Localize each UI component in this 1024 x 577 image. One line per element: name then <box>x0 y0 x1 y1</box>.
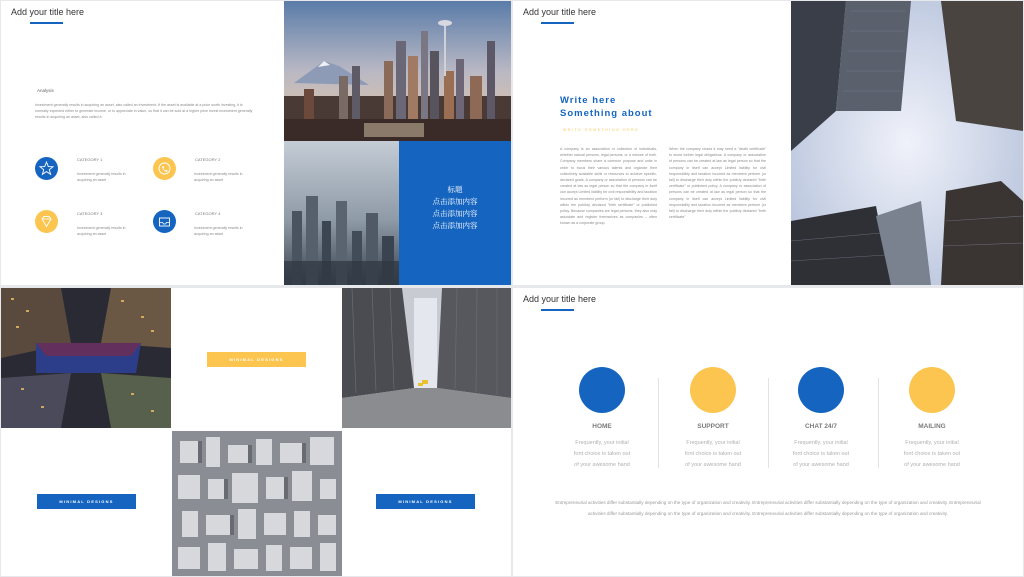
category-4-desc: Investment generally results in acquiring an asset <box>194 226 243 237</box>
mailing-desc-3: of your awesome hand <box>904 462 960 468</box>
aerial-night-city-photo <box>1 288 171 428</box>
slide-minimal-designs <box>1 288 511 576</box>
panel-line-2: 点击添加内容 <box>432 209 478 218</box>
minimal-designs-tag-blue-left: MINIMAL DESIGNS <box>37 494 136 509</box>
category-1-label: CATEGORY 1 <box>77 157 103 162</box>
star-icon <box>35 157 58 180</box>
mailing-circle <box>909 367 955 413</box>
category-2-desc: Investment generally results in acquiring an asset <box>194 172 243 183</box>
divider-3 <box>878 378 879 468</box>
diamond-icon <box>35 210 58 233</box>
minimal-designs-tag-yellow: MINIMAL DESIGNS <box>207 352 306 367</box>
chat-desc-3: of your awesome hand <box>793 462 849 468</box>
inbox-icon <box>153 210 176 233</box>
home-desc-3: of your awesome hand <box>574 462 630 468</box>
category-3-desc: Investment generally results in acquiring an asset <box>77 226 126 237</box>
footer-text: Entrepreneurial activities differ substantially depending on the type of organization and creativity. Entrepreneurial activities differ substantially depending on the type of organization and creativity. Entrepreneurial activities differ substantially depending on the type of organization and creativity. Entrepreneurial activities differ substantially depending on the type of organization and creativity. <box>555 500 981 516</box>
foggy-city-photo <box>284 141 399 285</box>
slide-title: Add your title here <box>523 294 597 304</box>
panel-title: 标题 <box>447 185 463 194</box>
category-3-label: CATEGORY 3 <box>77 211 103 216</box>
title-underline <box>30 22 63 24</box>
phone-icon <box>153 157 176 180</box>
category-2-circle <box>153 157 176 180</box>
body-column-1: A company is an association or collection of individuals, whether natural persons, legal persons, or a mixture of both. Company members share a common purpose and unite in order to focus their various talents and organize their collectively available skills or resources to achieve specific, declared goals. A company or association of persons can be created at law as legal person so that the company in itself can accept Limited liability for civil responsibility and taxation incurred as members perform (or fail) to discharge their duty within the publicly declared "birth certificate" or published policy. Because companies are legal persons, they also may associate and register themselves as companies – often known as a corporate group. <box>560 147 657 226</box>
chat-circle <box>798 367 844 413</box>
minimal-designs-tag-blue-right: MINIMAL DESIGNS <box>376 494 475 509</box>
aerial-city-photo <box>172 431 342 576</box>
category-2-label: CATEGORY 2 <box>195 157 221 162</box>
category-1-desc: Investment generally results in acquiring an asset <box>77 172 126 183</box>
title-underline <box>541 309 574 311</box>
home-desc-1: Frequently, your initial <box>575 440 629 446</box>
support-desc-2: font choice is taken out <box>684 451 742 457</box>
skyline-photo <box>284 1 511 141</box>
mailing-desc-1: Frequently, your initial <box>905 440 959 446</box>
intro-text: Investment generally results in acquiring an asset, also called an investment. If the asset is available at a price worth investing, it is normally expected either to generate income, or to appreciate in value, so that it can be sold at a higher price invest investment generally results in acquiring an asset, also called a <box>35 103 253 120</box>
panel-line-3: 点击添加内容 <box>432 221 478 230</box>
home-circle <box>579 367 625 413</box>
title-underline <box>541 22 574 24</box>
category-3-circle <box>35 210 58 233</box>
divider-1 <box>658 378 659 468</box>
panel-line-1: 点击添加内容 <box>432 197 478 206</box>
category-1-circle <box>35 157 58 180</box>
body-column-2: When the company closes it may need a "death certificate" to avoid further legal obligations. A company or association of persons can be created at law as legal person so that the company in itself can accept Limited liability for civil responsibility and taxation incurred as members perform (or fail) to discharge their duty within the publicly declared "birth certificate" or published policy. A company or association of persons can be created at law as legal person so that the company in itself can accept Limited liability for civil responsibility and taxation incurred as members perform (or fail) to discharge their duty within the publicly declared "birth certificate" <box>669 147 766 220</box>
category-4-label: CATEGORY 4 <box>195 211 221 216</box>
slide-write-here <box>513 1 1023 285</box>
section-label: Analysis <box>37 88 54 93</box>
slide-title: Add your title here <box>523 7 597 17</box>
chat-desc-1: Frequently, your initial <box>794 440 848 446</box>
slide-analysis <box>1 1 511 285</box>
support-label: SUPPORT <box>697 423 729 430</box>
category-4-circle <box>153 210 176 233</box>
tagline: WRITE SOMETHING HERE <box>563 128 640 132</box>
support-desc-1: Frequently, your initial <box>686 440 740 446</box>
home-label: HOME <box>592 423 612 430</box>
slide-title: Add your title here <box>11 7 85 17</box>
skyscraper-photo <box>791 1 1023 285</box>
divider-2 <box>768 378 769 468</box>
mailing-label: MAILING <box>918 423 946 430</box>
mailing-desc-2: font choice is taken out <box>903 451 961 457</box>
chat-desc-2: font choice is taken out <box>792 451 850 457</box>
heading-line-1: Write here <box>560 95 617 106</box>
home-desc-2: font choice is taken out <box>573 451 631 457</box>
blue-text-panel <box>399 141 511 285</box>
chat-label: CHAT 24/7 <box>804 423 838 430</box>
support-desc-3: of your awesome hand <box>685 462 741 468</box>
slide-services <box>513 288 1023 576</box>
support-circle <box>690 367 736 413</box>
heading-line-2: Something about <box>560 108 653 119</box>
street-photo <box>342 288 511 428</box>
